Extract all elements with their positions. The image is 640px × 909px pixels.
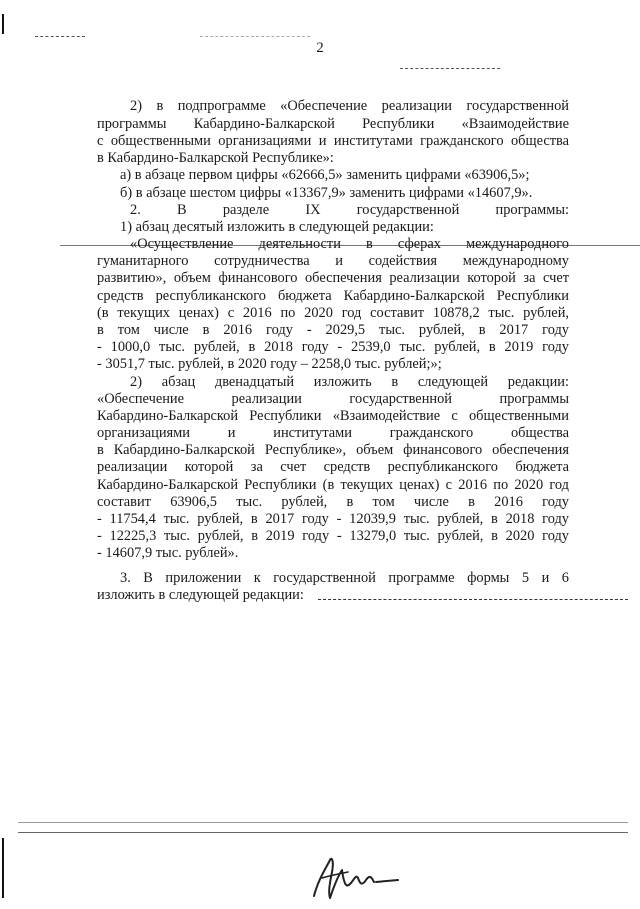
text-line-8: 1) абзац десятый изложить в следующей редакции: (120, 219, 434, 235)
text-line-4: в Кабардино-Балкарской Республике»: (97, 150, 334, 166)
text-line-19: Кабардино-Балкарской Республики «Взаимодействие с общественными (97, 408, 569, 424)
text-line-28: 3. В приложении к государственной программе формы 5 и 6 (120, 570, 569, 586)
text-line-21: в Кабардино-Балкарской Республике», объем финансового обеспечения (97, 442, 569, 458)
signature-mark (308, 848, 408, 904)
text-line-26: - 12225,3 тыс. рублей, в 2019 году - 13279,0 тыс. рублей, в 2020 году (97, 528, 569, 544)
text-line-2: программы Кабардино-Балкарской Республики «Взаимодействие (97, 116, 569, 132)
scan-dash-top-left (35, 36, 85, 37)
text-line-16: - 3051,7 тыс. рублей, в 2020 году – 2258,0 тыс. рублей;»; (97, 356, 442, 372)
text-line-22: реализации которой за счет средств республиканского бюджета (97, 459, 569, 475)
text-line-18: «Обеспечение реализации государственной программы (97, 391, 569, 407)
text-line-7: 2. В разделе IX государственной программы: (130, 202, 569, 218)
text-line-11: развитию», объем финансового обеспечения реализации которой за счет (97, 270, 569, 286)
page-number: 2 (316, 40, 324, 56)
scan-line-lower-2 (18, 832, 628, 833)
text-line-25: - 11754,4 тыс. рублей, в 2017 году - 12039,9 тыс. рублей, в 2018 году (97, 511, 569, 527)
text-line-12: средств республиканского бюджета Кабардино-Балкарской Республики (97, 288, 569, 304)
text-line-20: организациями и институтами гражданского общества (97, 425, 569, 441)
text-line-13: (в текущих ценах) с 2016 по 2020 год составит 10878,2 тыс. рублей, (97, 305, 569, 321)
signature (308, 848, 408, 909)
text-line-17: 2) абзац двенадцатый изложить в следующей редакции: (130, 374, 569, 390)
scan-dash-top-right (400, 68, 500, 69)
text-line-9: «Осуществление деятельности в сферах международного (130, 236, 569, 252)
text-line-24: составит 63906,5 тыс. рублей, в том числе в 2016 году (97, 494, 569, 510)
text-line-27: - 14607,9 тыс. рублей». (97, 545, 239, 561)
text-line-1: 2) в подпрограмме «Обеспечение реализации государственной (130, 98, 569, 114)
text-line-3: с общественными организациями и институтами гражданского общества (97, 133, 569, 149)
scan-line-lower-1 (18, 822, 628, 823)
text-line-10: гуманитарного сотрудничества и содействия международному (97, 253, 569, 269)
scan-edge-mark-bottom (2, 838, 4, 898)
text-line-6: б) в абзаце шестом цифры «13367,9» заменить цифрами «14607,9». (120, 185, 533, 201)
text-line-14: в том числе в 2016 году - 2029,5 тыс. рублей, в 2017 году (97, 322, 569, 338)
text-line-29: изложить в следующей редакции: (97, 587, 304, 603)
scan-edge-mark-top (2, 14, 4, 34)
text-line-5: а) в абзаце первом цифры «62666,5» заменить цифрами «63906,5»; (120, 167, 530, 183)
scan-dash-top-mid (200, 36, 310, 37)
text-line-23: Кабардино-Балкарской Республики (в текущих ценах) с 2016 по 2020 год (97, 477, 569, 493)
text-line-15: - 1000,0 тыс. рублей, в 2018 году - 2539,0 тыс. рублей, в 2019 году (97, 339, 569, 355)
